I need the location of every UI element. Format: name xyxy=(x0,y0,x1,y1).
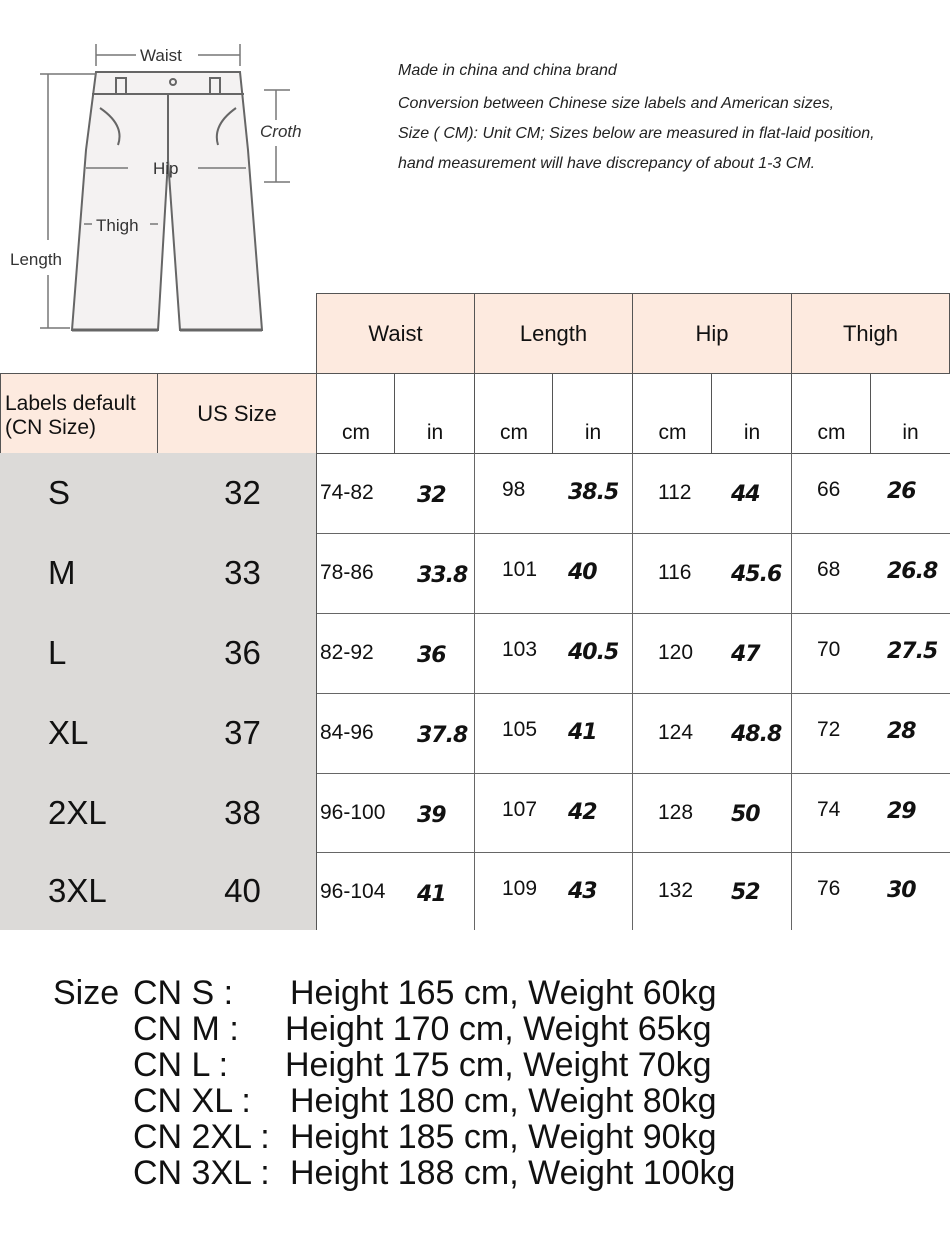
recommend-text: Height 175 cm, Weight 70kg xyxy=(285,1046,712,1084)
row-waist-in: 39 xyxy=(417,802,446,828)
length-label: Length xyxy=(10,250,62,269)
croth-label: Croth xyxy=(260,122,302,141)
header-cn-size-line2: (CN Size) xyxy=(5,416,97,439)
row-hip-in: 48.8 xyxy=(731,721,782,747)
recommend-size: CN S : xyxy=(133,974,234,1012)
header-cn-size xyxy=(0,373,158,454)
recommend-size: CN 2XL : xyxy=(133,1118,270,1156)
recommend-size: CN 3XL : xyxy=(133,1154,270,1192)
row-thigh-cm: 66 xyxy=(817,478,841,501)
row-thigh-in: 29 xyxy=(887,798,916,824)
recommend-text: Height 180 cm, Weight 80kg xyxy=(290,1082,717,1120)
row-thigh-cm: 70 xyxy=(817,638,841,661)
row-hip-cm: 128 xyxy=(658,801,694,824)
row-hip-cm: 120 xyxy=(658,641,694,664)
row-length-cm: 103 xyxy=(502,638,538,661)
row-cn-size: M xyxy=(0,533,158,614)
row-thigh-in: 26.8 xyxy=(887,558,938,584)
recommend-text: Height 185 cm, Weight 90kg xyxy=(290,1118,717,1156)
row-hip-cm: 124 xyxy=(658,721,694,744)
row-length-in: 40 xyxy=(568,559,597,585)
row-us-size: 38 xyxy=(157,773,317,853)
row-cn-size: S xyxy=(0,453,158,534)
row-hip-in: 47 xyxy=(731,641,760,667)
unit-hip-in: in xyxy=(711,373,792,454)
row-thigh-cm: 68 xyxy=(817,558,841,581)
row-thigh-cm: 72 xyxy=(817,718,841,741)
row-cn-size: L xyxy=(0,613,158,694)
row-waist-in: 36 xyxy=(417,642,446,668)
row-us-size: 37 xyxy=(157,693,317,774)
row-us-size: 32 xyxy=(157,453,317,534)
row-length-cm: 105 xyxy=(502,718,538,741)
unit-thigh-in: in xyxy=(870,373,950,454)
row-cn-size: 3XL xyxy=(0,852,158,930)
row-hip-in: 52 xyxy=(731,879,760,905)
row-us-size: 36 xyxy=(157,613,317,694)
row-thigh-in: 28 xyxy=(887,718,916,744)
row-length-cm: 109 xyxy=(502,877,538,900)
row-waist-in: 32 xyxy=(417,482,446,508)
recommend-prefix: Size xyxy=(53,974,120,1012)
row-thigh-cm: 74 xyxy=(817,798,841,821)
row-waist-cm: 74-82 xyxy=(320,481,374,504)
unit-length-in: in xyxy=(552,373,633,454)
waist-label: Waist xyxy=(140,46,182,65)
row-waist-in: 41 xyxy=(417,881,446,907)
row-length-cm: 101 xyxy=(502,558,538,581)
row-length-cm: 107 xyxy=(502,798,538,821)
recommend-text: Height 170 cm, Weight 65kg xyxy=(285,1010,712,1048)
row-thigh-in: 26 xyxy=(887,478,916,504)
unit-waist-in: in xyxy=(394,373,475,454)
hip-label: Hip xyxy=(153,159,179,178)
row-waist-in: 37.8 xyxy=(417,722,468,748)
group-header-thigh: Thigh xyxy=(791,293,950,374)
note-unit: Size ( CM): Unit CM; Sizes below are measured in flat-laid position, xyxy=(398,125,875,142)
row-waist-cm: 84-96 xyxy=(320,721,374,744)
note-origin: Made in china and china brand xyxy=(398,62,617,79)
group-header-waist: Waist xyxy=(316,293,475,374)
recommend-size: CN M : xyxy=(133,1010,239,1048)
row-waist-cm: 82-92 xyxy=(320,641,374,664)
row-waist-cm: 78-86 xyxy=(320,561,374,584)
size-chart-table xyxy=(0,293,950,930)
header-us-size: US Size xyxy=(157,373,317,454)
thigh-label: Thigh xyxy=(96,216,139,235)
group-header-hip: Hip xyxy=(632,293,792,374)
header-cn-size-line1: Labels default xyxy=(5,392,136,415)
row-waist-cm: 96-100 xyxy=(320,801,386,824)
row-thigh-in: 27.5 xyxy=(887,638,938,664)
note-discrepancy: hand measurement will have discrepancy of about 1-3 CM. xyxy=(398,155,816,172)
note-conversion: Conversion between Chinese size labels and American sizes, xyxy=(398,95,835,112)
unit-hip-cm: cm xyxy=(632,373,712,454)
unit-waist-cm: cm xyxy=(316,373,395,454)
row-length-in: 43 xyxy=(568,878,597,904)
row-hip-cm: 112 xyxy=(658,481,692,504)
row-thigh-cm: 76 xyxy=(817,877,841,900)
row-length-in: 42 xyxy=(568,799,597,825)
row-us-size: 40 xyxy=(157,852,317,930)
row-hip-cm: 132 xyxy=(658,879,694,902)
row-length-cm: 98 xyxy=(502,478,526,501)
recommend-text: Height 188 cm, Weight 100kg xyxy=(290,1154,736,1192)
unit-thigh-cm: cm xyxy=(791,373,871,454)
row-us-size: 33 xyxy=(157,533,317,614)
row-length-in: 38.5 xyxy=(568,479,619,505)
row-hip-in: 44 xyxy=(731,481,760,507)
unit-length-cm: cm xyxy=(474,373,553,454)
row-length-in: 41 xyxy=(568,719,597,745)
row-waist-cm: 96-104 xyxy=(320,880,386,903)
group-header-length: Length xyxy=(474,293,633,374)
row-cn-size: 2XL xyxy=(0,773,158,853)
recommend-size: CN L : xyxy=(133,1046,229,1084)
row-cn-size: XL xyxy=(0,693,158,774)
row-hip-in: 50 xyxy=(731,801,760,827)
row-thigh-in: 30 xyxy=(887,877,916,903)
row-length-in: 40.5 xyxy=(568,639,619,665)
recommend-size: CN XL : xyxy=(133,1082,251,1120)
row-hip-cm: 116 xyxy=(658,561,692,584)
row-waist-in: 33.8 xyxy=(417,562,468,588)
row-hip-in: 45.6 xyxy=(731,561,782,587)
recommend-text: Height 165 cm, Weight 60kg xyxy=(290,974,717,1012)
